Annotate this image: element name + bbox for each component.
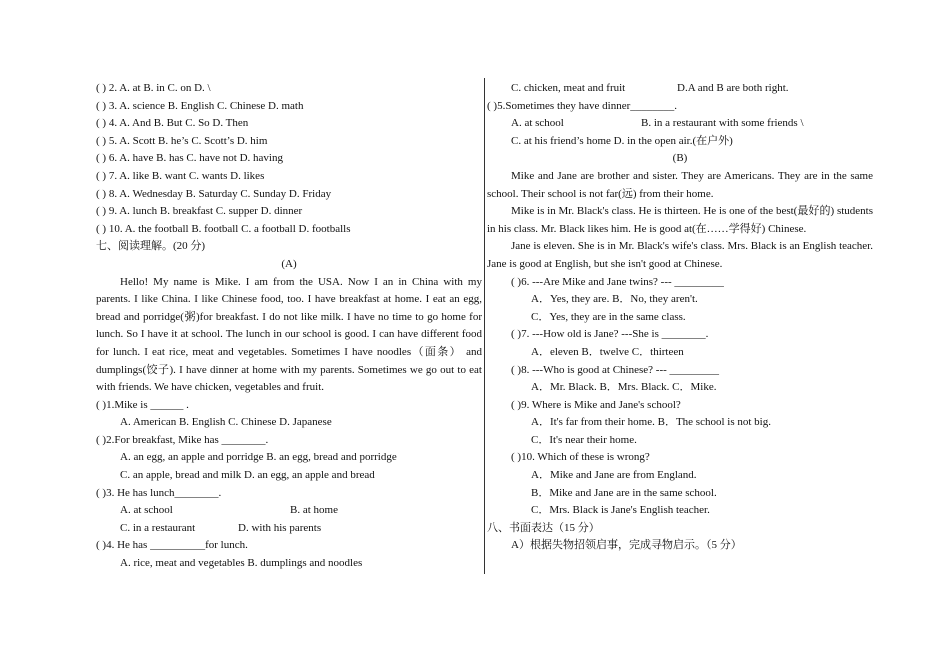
question-2-options-row1: A. an egg, an apple and porridge B. an egg, bread and porridge (120, 451, 397, 464)
question-9: ( )9. Where is Mike and Jane's school? (511, 398, 681, 411)
column-divider (484, 78, 485, 574)
question-1-options: A. American B. English C. Chinese D. Japanese (120, 416, 332, 429)
question-3-options-row2 (96, 520, 482, 538)
question-line: ( ) 2. A. at B. in C. on D. \ (96, 82, 211, 94)
passage-b-paragraph-3: Jane is eleven. She is in Mr. Black's wife's class. Mrs. Black is an English teacher. Jane is good at English, but she isn't good at Chinese. (487, 240, 873, 270)
option-c: C. chicken, meat and fruit (511, 82, 626, 94)
question-5-options-row2: C. at his friend’s home D. in the open air.(在户外) (511, 134, 733, 147)
question-line: ( ) 9. A. lunch B. breakfast C. supper D. dinner (96, 205, 303, 218)
question-4: ( )4. He has __________for lunch. (96, 539, 248, 552)
question-line: ( ) 4. A. And B. But C. So D. Then (96, 117, 249, 130)
question-9-options-row2: C．It's near their home. (531, 433, 637, 446)
passage-b-label: (B) (672, 152, 688, 165)
option-a: A. at school (511, 117, 564, 130)
left-column (96, 80, 482, 573)
question-5: ( )5.Sometimes they have dinner________. (487, 99, 678, 112)
question-4-options-row2 (487, 80, 873, 98)
option-b: B. at home (290, 504, 338, 517)
option-c: C. in a restaurant (120, 521, 196, 534)
question-line: ( ) 8. A. Wednesday B. Saturday C. Sunday D. Friday (96, 187, 332, 200)
option-d: D. with his parents (238, 521, 322, 534)
question-10-option-b: B．Mike and Jane are in the same school. (531, 486, 717, 499)
option-a: A. at school (120, 504, 173, 517)
question-line: ( ) 10. A. the football B. football C. a football D. footballs (96, 222, 351, 235)
question-1: ( )1.Mike is ______ . (96, 398, 189, 411)
passage-b-paragraph-1: Mike and Jane are brother and sister. They are Americans. They are in the same school. Their school is not far(远) from their home. (487, 169, 873, 200)
option-d: D.A and B are both right. (677, 82, 789, 94)
option-b: B. in a restaurant with some friends \ (641, 117, 804, 130)
question-5-options-row1 (487, 115, 873, 133)
question-10-option-c: C．Mrs. Black is Jane's English teacher. (531, 504, 710, 517)
section-8-title: 八、书面表达（15 分） (487, 521, 600, 534)
question-6-options-row2: C．Yes, they are in the same class. (531, 310, 686, 323)
question-6-options-row1: A．Yes, they are. B．No, they aren't. (531, 293, 698, 306)
question-10-option-a: A．Mike and Jane are from England. (531, 469, 697, 482)
passage-a-label: (A) (281, 257, 297, 270)
question-8-options: A．Mr. Black. B．Mrs. Black. C．Mike. (531, 381, 717, 394)
question-line: ( ) 5. A. Scott B. he’s C. Scott’s D. him (96, 134, 268, 147)
question-3: ( )3. He has lunch________. (96, 486, 222, 499)
question-line: ( ) 7. A. like B. want C. wants D. likes (96, 169, 265, 182)
question-line: ( ) 3. A. science B. English C. Chinese D. math (96, 99, 304, 112)
question-7: ( )7. ---How old is Jane? ---She is ________. (511, 328, 709, 341)
passage-a-text: Hello! My name is Mike. I am from the USA. Now I an in China with my parents. I like China. I like Chinese food, too. I have breakfast at home. I eat an egg, bread and porridge(粥)for breakfast. I do not like milk. I have no time to go home for lunch. So I have it at school. The lunch in our school is good. I can have different food for lunch. I eat rice, meat and vegetables. Sometimes I have noodles（面条） and dumplings(饺子). I have dinner at home with my parents. Sometimes we go out to eat with friends. We have chicken, vegetables and fruit. (96, 275, 482, 394)
question-4-options-row1: A. rice, meat and vegetables B. dumplings and noodles (120, 557, 363, 570)
question-6: ( )6. ---Are Mike and Jane twins? --- _________ (511, 275, 724, 288)
question-9-options-row1: A．It's far from their home. B．The school is not big. (531, 416, 771, 429)
question-8: ( )8. ---Who is good at Chinese? --- _________ (511, 363, 720, 376)
question-2: ( )2.For breakfast, Mike has ________. (96, 433, 269, 446)
question-7-options: A．eleven B．twelve C．thirteen (531, 345, 684, 358)
right-column (487, 80, 873, 555)
question-10: ( )10. Which of these is wrong? (511, 451, 650, 464)
section-7-title: 七、阅读理解。(20 分) (96, 240, 206, 253)
section-8-subtask: A）根据失物招领启事，完成寻物启示。（5 分） (511, 539, 742, 552)
question-3-options-row1 (96, 502, 482, 520)
question-2-options-row2: C. an apple, bread and milk D. an egg, an apple and bread (120, 469, 375, 482)
question-line: ( ) 6. A. have B. has C. have not D. having (96, 152, 283, 165)
passage-b-paragraph-2: Mike is in Mr. Black's class. He is thirteen. He is one of the best(最好的) students in his class. Mr. Black likes him. He is good at(在……学得好) Chinese. (487, 205, 873, 235)
